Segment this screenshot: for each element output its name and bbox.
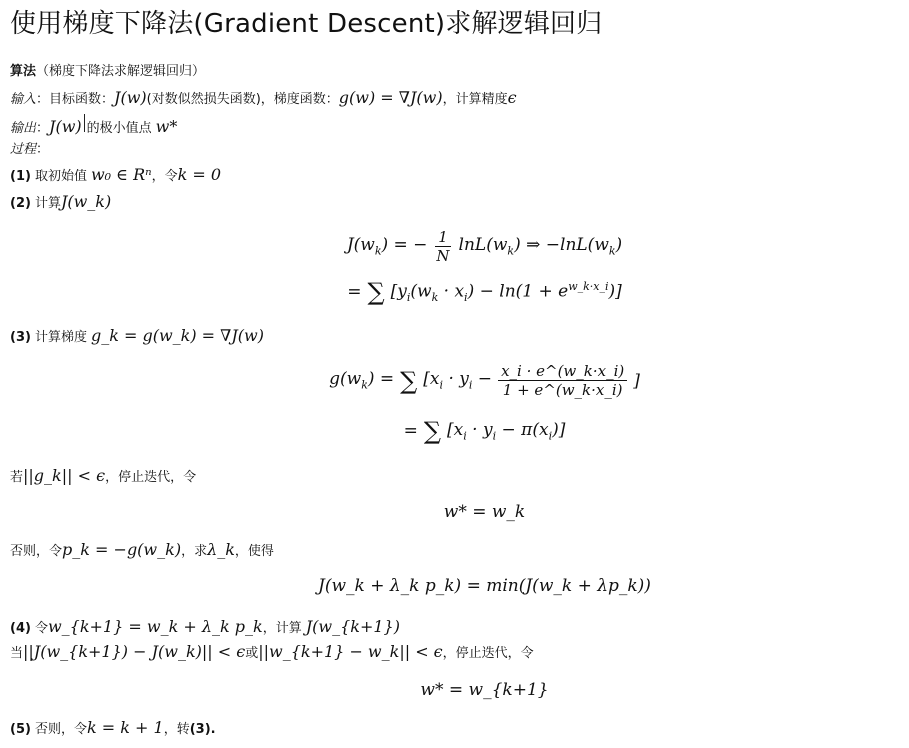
eq3-b1: [x xyxy=(423,369,440,390)
eq2-sub-i2: i xyxy=(464,291,468,305)
step-3-num: (3) xyxy=(10,330,31,345)
eq4-b2: · y xyxy=(466,420,493,440)
equation-1 xyxy=(30,228,909,265)
step-4-text2: ，计算 xyxy=(262,621,302,636)
input-colon: ： xyxy=(36,92,50,107)
input-text1: 目标函数： xyxy=(49,92,115,107)
output-w: w* xyxy=(155,117,178,136)
eq3-b3: − xyxy=(472,369,493,390)
eq1-numerator: 1 xyxy=(435,228,451,247)
step-4-math2: J(w_{k+1}) xyxy=(305,617,400,636)
equation-3 xyxy=(30,362,909,399)
output-text: 的极小值点 xyxy=(86,121,152,136)
eq4-sub-i: i xyxy=(463,429,467,443)
eq2-b1: [y xyxy=(390,281,407,302)
input-line xyxy=(10,88,517,110)
step-5-math: k = k + 1 xyxy=(86,718,164,737)
step-4 xyxy=(10,617,400,639)
input-text3: ，计算精度 xyxy=(442,92,508,107)
process-colon: ： xyxy=(36,142,50,157)
else1-math2: λ_k xyxy=(207,540,235,559)
input-text2: (对数似然损失函数)，梯度函数： xyxy=(146,92,339,107)
algorithm-label: 算法 xyxy=(10,64,37,79)
step-1-math: w₀ ∈ Rⁿ xyxy=(90,165,152,184)
cond2-text: 或 xyxy=(245,646,259,661)
eq2-b2: (w xyxy=(410,281,432,302)
eq1-lhs: J(w xyxy=(346,235,375,256)
eq4-pre: = xyxy=(403,421,418,442)
caret-marker xyxy=(84,114,85,132)
eq2-pre: = xyxy=(347,282,362,303)
eq1-rest2: ) ⇒ −lnL(w xyxy=(514,235,609,256)
step-4-num: (4) xyxy=(10,621,31,636)
algorithm-note: （梯度下降法求解逻辑回归） xyxy=(36,64,206,79)
eq4-end: )] xyxy=(552,420,566,440)
eq3-end: ] xyxy=(633,370,640,391)
step-1-num: (1) xyxy=(10,169,31,184)
equation-4 xyxy=(30,417,909,446)
step-1-text: 取初始值 xyxy=(34,169,87,184)
eq3-mid: ) = xyxy=(367,369,395,390)
eq2-sub-i: i xyxy=(406,291,411,305)
step-4-text: 令 xyxy=(34,621,48,636)
eq3-b2: · y xyxy=(443,369,469,390)
cond2-math: ||J(w_{k+1}) − J(w_k)|| < ϵ xyxy=(23,642,246,661)
step-1-math2: k = 0 xyxy=(177,165,222,184)
step-1 xyxy=(10,165,221,187)
eq2-sum: ∑ xyxy=(367,278,385,307)
objective-function: J(w) xyxy=(114,88,147,107)
cond1-math: ||g_k|| < ϵ xyxy=(23,466,106,485)
eq3-fraction xyxy=(498,362,627,399)
equation-5: w* = w_k xyxy=(443,502,526,522)
step-5-num: (5) xyxy=(10,722,31,737)
output-fx: J(w) xyxy=(49,117,82,136)
step-5 xyxy=(10,718,216,740)
input-label: 输入 xyxy=(10,92,37,107)
step-3 xyxy=(10,326,264,348)
step-1-text2: ，令 xyxy=(151,169,178,184)
equation-2 xyxy=(30,278,909,307)
eq4-sub-i3: i xyxy=(548,429,553,443)
output-label: 输出 xyxy=(10,121,37,136)
cond1-text: ，停止迭代，令 xyxy=(105,470,197,485)
step-5-text2: ，转 xyxy=(163,722,190,737)
else1-text: ，求 xyxy=(181,544,208,559)
eq3-numerator: x_i · e^(w_k·x_i) xyxy=(498,362,627,381)
step-5-ref: (3). xyxy=(189,722,216,737)
eq4-sum: ∑ xyxy=(423,417,441,446)
step-2-num: (2) xyxy=(10,196,31,211)
eq1-denominator: N xyxy=(436,247,450,265)
eq1-sub2: k xyxy=(507,244,515,258)
eq1-mid: ) = − xyxy=(381,235,428,256)
process-line xyxy=(10,140,49,160)
output-colon: ： xyxy=(36,121,50,136)
equation-7: w* = w_{k+1} xyxy=(420,680,549,700)
condition-2 xyxy=(10,642,534,664)
cond1-pre: 若 xyxy=(10,470,24,485)
cond2-text2: ，停止迭代，令 xyxy=(442,646,534,661)
eq3-sub-i2: i xyxy=(468,378,473,392)
step-2-math: J(w_k) xyxy=(60,192,112,211)
eq4-b3: − π(x xyxy=(496,420,549,440)
page-title: 使用梯度下降法(Gradient Descent)求解逻辑回归 xyxy=(10,9,603,39)
eq1-sub: k xyxy=(374,244,382,258)
eq3-sub-i: i xyxy=(439,378,444,392)
eq4-sub-i2: i xyxy=(492,429,497,443)
equation-6: J(w_k + λ_k p_k) = min(J(w_k + λp_k)) xyxy=(318,576,651,596)
eq3-denominator: 1 + e^(w_k·x_i) xyxy=(502,381,623,399)
eq2-exp: w_k·x_i xyxy=(568,280,609,293)
else1-math: p_k = −g(w_k) xyxy=(62,540,182,559)
eq3-sum: ∑ xyxy=(400,366,418,395)
precision-symbol: ϵ xyxy=(507,88,517,107)
step-4-math: w_{k+1} = w_k + λ_k p_k xyxy=(47,617,263,636)
algorithm-line xyxy=(10,62,205,82)
eq1-rest: lnL(w xyxy=(458,235,508,256)
eq3-sub: k xyxy=(361,378,368,392)
process-label: 过程 xyxy=(10,142,37,157)
eq1-fraction xyxy=(433,228,452,265)
step-2 xyxy=(10,192,111,214)
eq2-b5: )] xyxy=(608,281,622,302)
eq1-end: ) xyxy=(615,235,623,256)
eq2-b3: · x xyxy=(438,281,465,302)
cond2-math2: ||w_{k+1} − w_k|| < ϵ xyxy=(258,642,443,661)
step-3-text: 计算梯度 xyxy=(34,330,87,345)
output-line xyxy=(10,114,177,139)
else-1 xyxy=(10,540,274,562)
eq3-lhs: g(w xyxy=(329,369,362,390)
eq2-b4: ) − ln(1 + e xyxy=(467,281,569,302)
step-3-math: g_k = g(w_k) = ∇J(w) xyxy=(90,326,264,345)
eq2-sub-k: k xyxy=(431,291,439,305)
condition-1 xyxy=(10,466,196,488)
step-5-text: 否则，令 xyxy=(34,722,87,737)
else1-pre: 否则，令 xyxy=(10,544,63,559)
step-2-text: 计算 xyxy=(34,196,61,211)
gradient-function: g(w) = ∇J(w) xyxy=(338,88,443,107)
cond2-pre: 当 xyxy=(10,646,24,661)
eq1-sub3: k xyxy=(608,244,616,258)
else1-text2: ，使得 xyxy=(234,544,274,559)
eq4-b1: [x xyxy=(447,420,464,440)
